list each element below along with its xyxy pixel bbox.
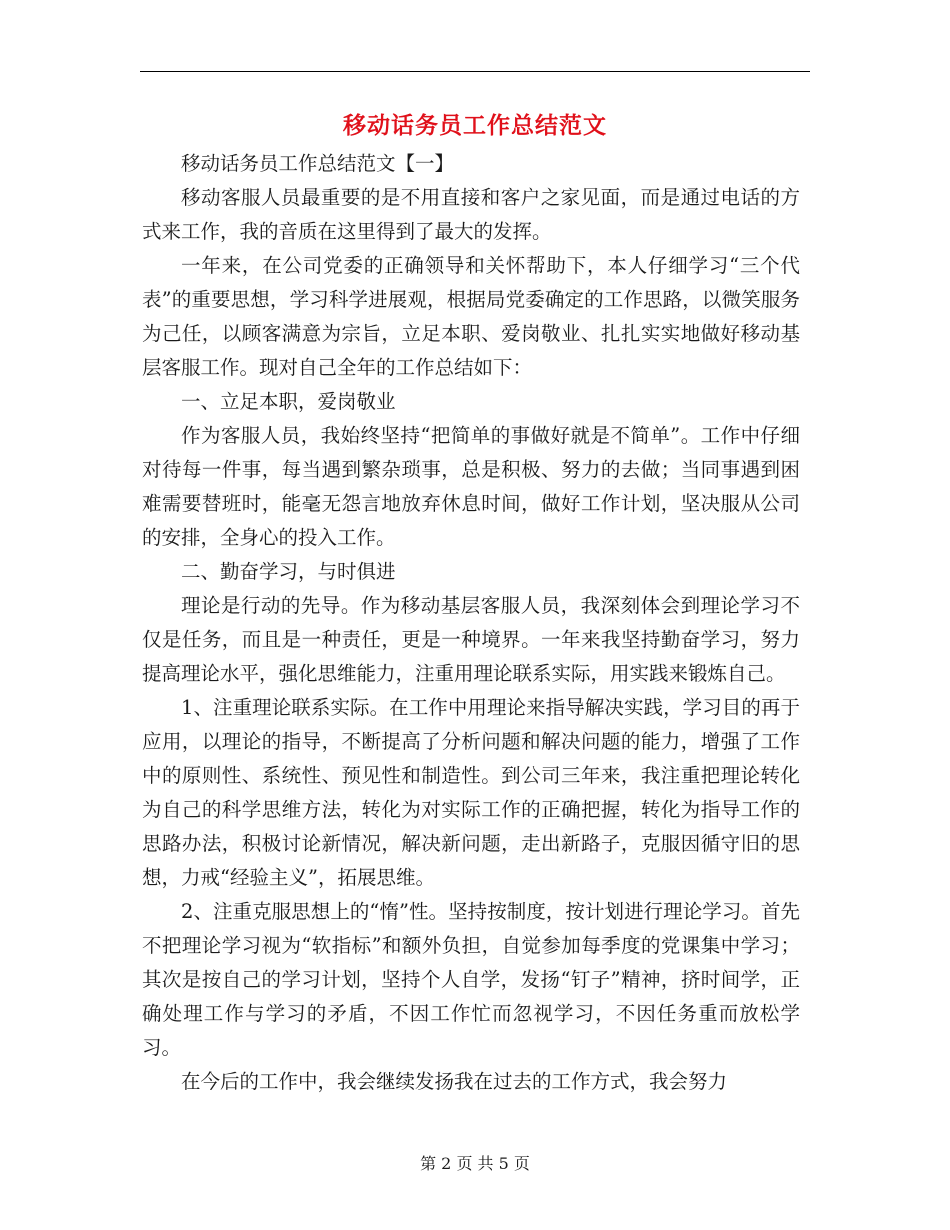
document-title: 移动话务员工作总结范文 bbox=[343, 112, 607, 139]
paragraph-subtitle: 移动话务员工作总结范文【一】 bbox=[181, 152, 455, 175]
paragraph: 2、注重克服思想上的“惰”性。坚持按制度，按计划进行理论学习。首先不把理论学习视为“软指标”和额外负担，自觉参加每季度的党课集中学习；其次是按自己的学习计划，坚持个人自学，发扬“钉子”精神，挤时间学，正确处理工作与学习的矛盾，不因工作忙而忽视学习，不因任务重而放松学习。 bbox=[142, 900, 800, 1059]
paragraph: 在今后的工作中，我会继续发扬我在过去的工作方式，我会努力 bbox=[181, 1070, 728, 1093]
section-heading: 一、立足本职，爱岗敬业 bbox=[181, 390, 396, 413]
paragraph: 理论是行动的先导。作为移动基层客服人员，我深刻体会到理论学习不仅是任务，而且是一种责任，更是一种境界。一年来我坚持勤奋学习，努力提高理论水平，强化思维能力，注重用理论联系实际，用实践来锻炼自己。 bbox=[142, 594, 800, 685]
header-rule bbox=[140, 71, 810, 72]
section-heading: 二、勤奋学习，与时俱进 bbox=[181, 560, 396, 583]
paragraph: 移动客服人员最重要的是不用直接和客户之家见面，而是通过电话的方式来工作，我的音质在这里得到了最大的发挥。 bbox=[142, 186, 800, 243]
paragraph: 一年来，在公司党委的正确领导和关怀帮助下，本人仔细学习“三个代表”的重要思想，学习科学进展观，根据局党委确定的工作思路，以微笑服务为己任，以顾客满意为宗旨，立足本职、爱岗敬业、扎扎实实地做好移动基层客服工作。现对自己全年的工作总结如下： bbox=[142, 254, 800, 379]
paragraph: 1、注重理论联系实际。在工作中用理论来指导解决实践，学习目的再于应用，以理论的指导，不断提高了分析问题和解决问题的能力，增强了工作中的原则性、系统性、预见性和制造性。到公司三年来，我注重把理论转化为自己的科学思维方法，转化为对实际工作的正确把握，转化为指导工作的思路办法，积极讨论新情况，解决新问题，走出新路子，克服因循守旧的思想，力戒“经验主义”，拓展思维。 bbox=[142, 696, 800, 889]
paragraph: 作为客服人员，我始终坚持“把简单的事做好就是不简单”。工作中仔细对待每一件事，每当遇到繁杂琐事，总是积极、努力的去做；当同事遇到困难需要替班时，能毫无怨言地放弃休息时间，做好工作计划，坚决服从公司的安排，全身心的投入工作。 bbox=[142, 424, 800, 549]
document-body bbox=[142, 147, 800, 1099]
page-number-footer: 第 2 页 共 5 页 bbox=[420, 1154, 530, 1173]
